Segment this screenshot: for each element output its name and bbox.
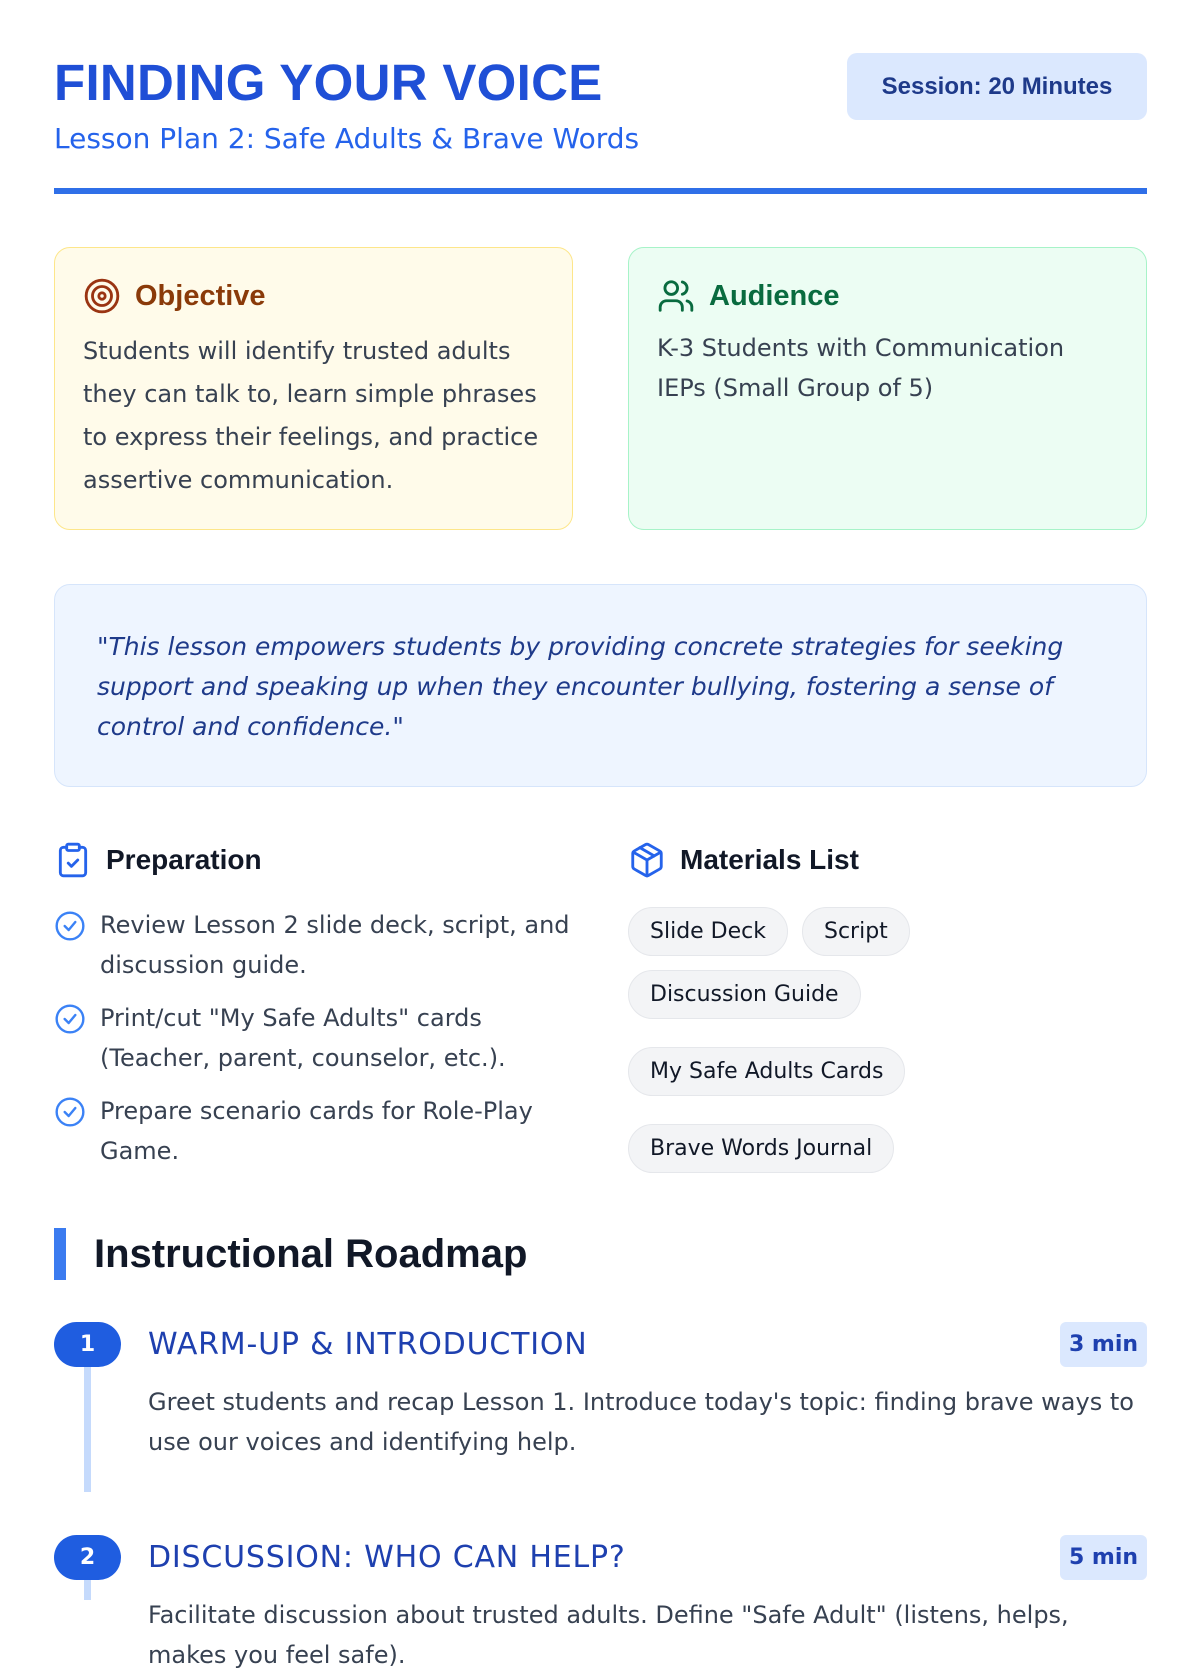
step-title: DISCUSSION: WHO CAN HELP? (148, 1540, 626, 1575)
roadmap-accent-bar (54, 1228, 66, 1280)
step-description: Facilitate discussion about trusted adults. Define "Safe Adult" (listens, helps, makes you feel safe). (148, 1601, 1069, 1669)
preparation-item-text: Review Lesson 2 slide deck, script, and discussion guide. (100, 911, 570, 979)
materials-title: Materials List (680, 844, 859, 875)
lesson-quote: "This lesson empowers students by providing concrete strategies for seeking support and speaking up when they encounter bullying, fostering a sense of control and confidence." (97, 632, 1064, 741)
users-icon (657, 277, 695, 315)
step-number: 1 (54, 1322, 121, 1367)
check-circle-icon (54, 1003, 86, 1035)
roadmap-title: Instructional Roadmap (94, 1231, 528, 1276)
materials-header (628, 838, 859, 882)
step-timeline-line (84, 1580, 91, 1600)
lesson-quote-box (54, 584, 1147, 787)
preparation-header (54, 838, 262, 882)
material-chip: Script (802, 907, 910, 956)
step-duration-badge: 5 min (1060, 1535, 1147, 1580)
material-chip: Slide Deck (628, 907, 788, 956)
step-duration-badge: 3 min (1060, 1322, 1147, 1367)
audience-card (628, 247, 1147, 530)
roadmap-step (54, 1322, 1147, 1492)
roadmap-header (54, 1228, 527, 1280)
objective-title: Objective (135, 279, 266, 312)
list-item (54, 1091, 574, 1171)
clipboard-check-icon (54, 841, 92, 879)
page-subtitle: Lesson Plan 2: Safe Adults & Brave Words (54, 122, 640, 155)
material-chip: My Safe Adults Cards (628, 1047, 905, 1096)
step-description: Greet students and recap Lesson 1. Introduce today's topic: finding brave ways to use our voices and identifying help. (148, 1388, 1134, 1456)
objective-text: Students will identify trusted adults they can talk to, learn simple phrases to express their feelings, and practice assertive communication. (83, 337, 539, 494)
material-chip: Brave Words Journal (628, 1124, 894, 1173)
list-item (54, 905, 574, 985)
step-timeline-line (84, 1367, 91, 1492)
audience-title: Audience (709, 279, 840, 312)
roadmap-step (54, 1535, 1147, 1669)
page-header (54, 53, 1147, 194)
session-badge: Session: 20 Minutes (847, 53, 1147, 120)
preparation-list (54, 905, 574, 1184)
preparation-item-text: Print/cut "My Safe Adults" cards (Teacher, parent, counselor, etc.). (100, 1004, 506, 1072)
audience-header (657, 276, 1118, 316)
material-chip: Discussion Guide (628, 970, 861, 1019)
preparation-title: Preparation (106, 844, 262, 875)
objective-header (83, 276, 544, 316)
target-icon (83, 277, 121, 315)
check-circle-icon (54, 910, 86, 942)
audience-text: K-3 Students with Communication IEPs (Small Group of 5) (657, 334, 1065, 402)
objective-card (54, 247, 573, 530)
preparation-item-text: Prepare scenario cards for Role-Play Game. (100, 1097, 533, 1165)
list-item (54, 998, 574, 1078)
materials-list (628, 907, 1148, 1173)
step-number: 2 (54, 1535, 121, 1580)
check-circle-icon (54, 1096, 86, 1128)
box-icon (628, 841, 666, 879)
page-title: FINDING YOUR VOICE (54, 54, 603, 111)
step-title: WARM-UP & INTRODUCTION (148, 1327, 588, 1362)
